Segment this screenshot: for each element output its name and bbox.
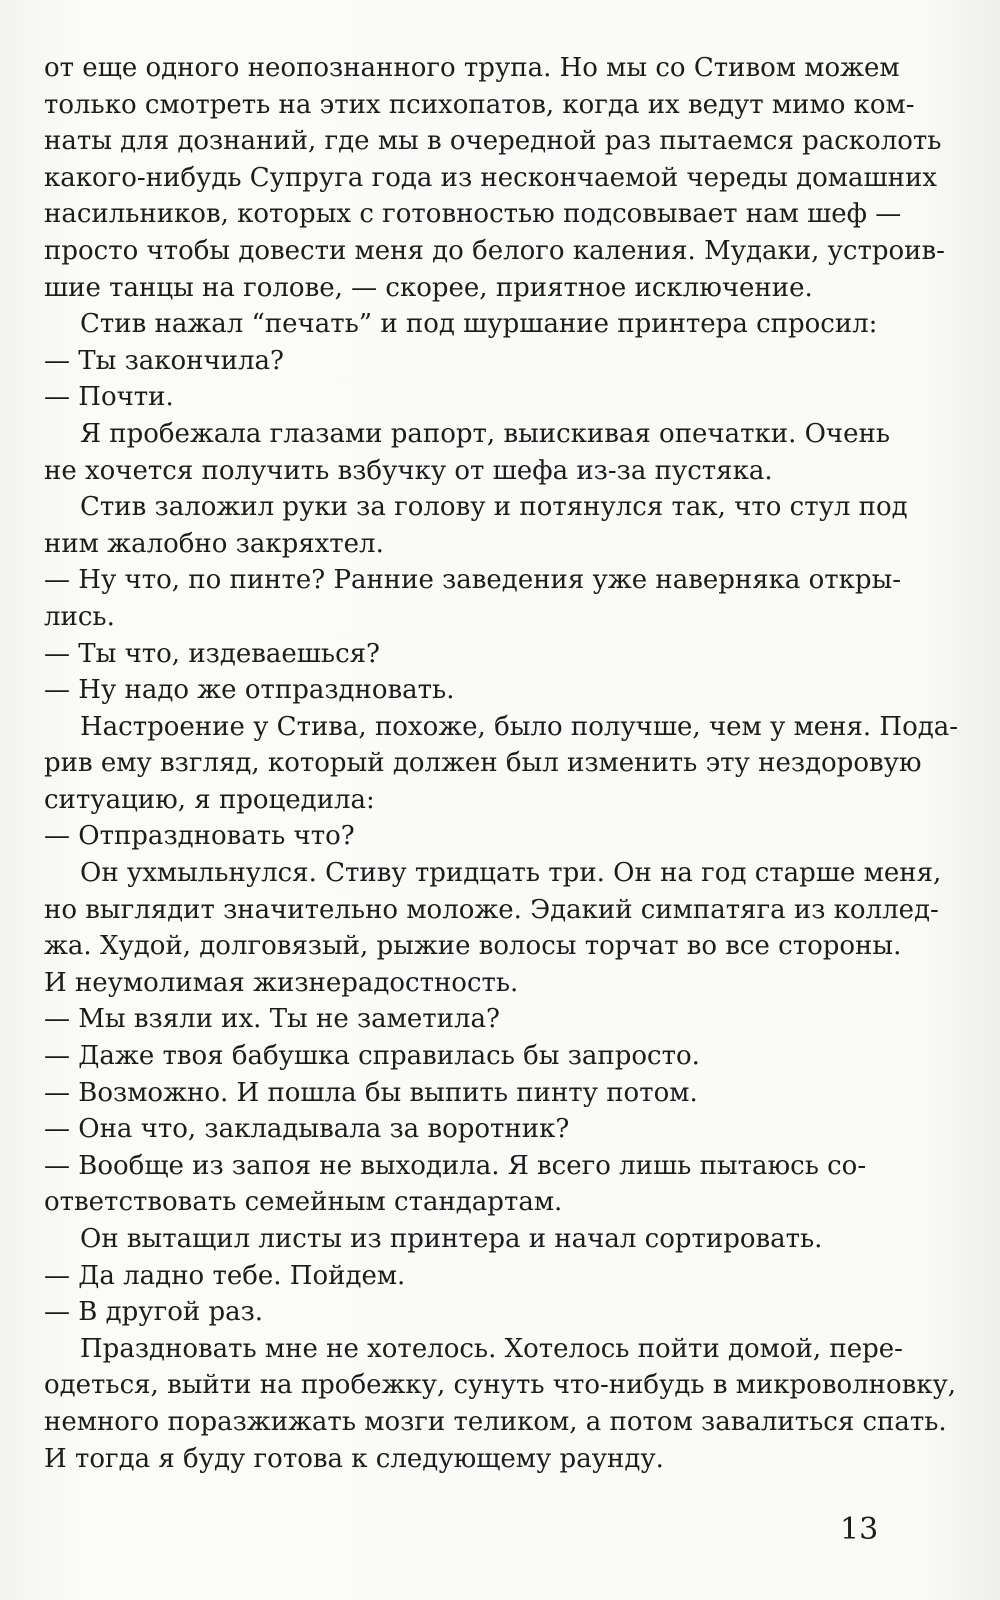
text-line: Стив нажал “печать” и под шуршание принтера спросил: — [80, 309, 878, 340]
text-line: Стив заложил руки за голову и потянулся так, что стул под — [80, 492, 908, 523]
page-number: 13 — [840, 1512, 879, 1547]
text-line: только смотреть на этих психопатов, когда их ведут мимо ком- — [44, 89, 915, 120]
text-line: — Даже твоя бабушка справилась бы запросто. — [44, 1041, 700, 1072]
text-line: немного поразжижать мозги теликом, а потом завалиться спать. — [44, 1406, 947, 1437]
text-line: но выглядит значительно моложе. Эдакий симпатяга из коллед- — [44, 894, 939, 925]
text-line: ответствовать семейным стандартам. — [44, 1187, 563, 1218]
text-line: Он ухмыльнулся. Стиву тридцать три. Он на год старше меня, — [80, 858, 942, 889]
text-line: — Вообще из запоя не выходила. Я всего лишь пытаюсь со- — [44, 1150, 867, 1181]
text-line: насильников, которых с готовностью подсовывает нам шеф — — [44, 199, 902, 230]
text-line: лись. — [44, 601, 115, 632]
text-line: — Ты закончила? — [44, 345, 284, 376]
body-text — [44, 50, 959, 1477]
text-line: Настроение у Стива, похоже, было получше, чем у меня. Пода- — [80, 711, 959, 742]
text-line: Я пробежала глазами рапорт, выискивая опечатки. Очень — [80, 418, 890, 449]
text-line: — Ты что, издеваешься? — [44, 638, 380, 669]
text-line: шие танцы на голове, — скорее, приятное исключение. — [44, 272, 813, 303]
text-line: жа. Худой, долговязый, рыжие волосы торчат во все стороны. — [44, 931, 902, 962]
text-line: — Почти. — [44, 382, 174, 413]
text-line: — Возможно. И пошла бы выпить пинту потом. — [44, 1077, 698, 1108]
text-line: ситуацию, я процедила: — [44, 784, 375, 815]
text-line: — Ну что, по пинте? Ранние заведения уже наверняка откры- — [44, 565, 902, 596]
text-line: — Ну надо же отпраздновать. — [44, 675, 455, 706]
text-line: Он вытащил листы из принтера и начал сортировать. — [80, 1224, 823, 1254]
text-line: не хочется получить взбучку от шефа из-за пустяка. — [44, 455, 773, 486]
text-line: — Да ладно тебе. Пойдем. — [44, 1260, 406, 1291]
text-line: Праздновать мне не хотелось. Хотелось пойти домой, пере- — [80, 1333, 903, 1364]
text-line: наты для дознаний, где мы в очередной раз пытаемся расколоть — [44, 126, 942, 157]
text-line: ним жалобно закряхтел. — [44, 528, 384, 559]
text-line: — Она что, закладывала за воротник? — [44, 1114, 570, 1145]
text-line: рив ему взгляд, который должен был изменить эту нездоровую — [44, 748, 922, 779]
text-line: какого-нибудь Супруга года из нескончаемой череды домашних — [44, 162, 937, 193]
text-line: от еще одного неопознанного трупа. Но мы со Стивом можем — [44, 53, 900, 83]
text-line: — Мы взяли их. Ты не заметила? — [44, 1004, 500, 1035]
text-line: просто чтобы довести меня до белого каления. Мудаки, устроив- — [44, 235, 945, 266]
text-line: одеться, выйти на пробежку, сунуть что-нибудь в микроволновку, — [44, 1370, 957, 1401]
text-line: — В другой раз. — [44, 1297, 264, 1328]
text-line: И неумолимая жизнерадостность. — [44, 967, 519, 998]
text-line: — Отпраздновать что? — [44, 821, 355, 852]
text-line: И тогда я буду готова к следующему раунду. — [44, 1443, 664, 1474]
